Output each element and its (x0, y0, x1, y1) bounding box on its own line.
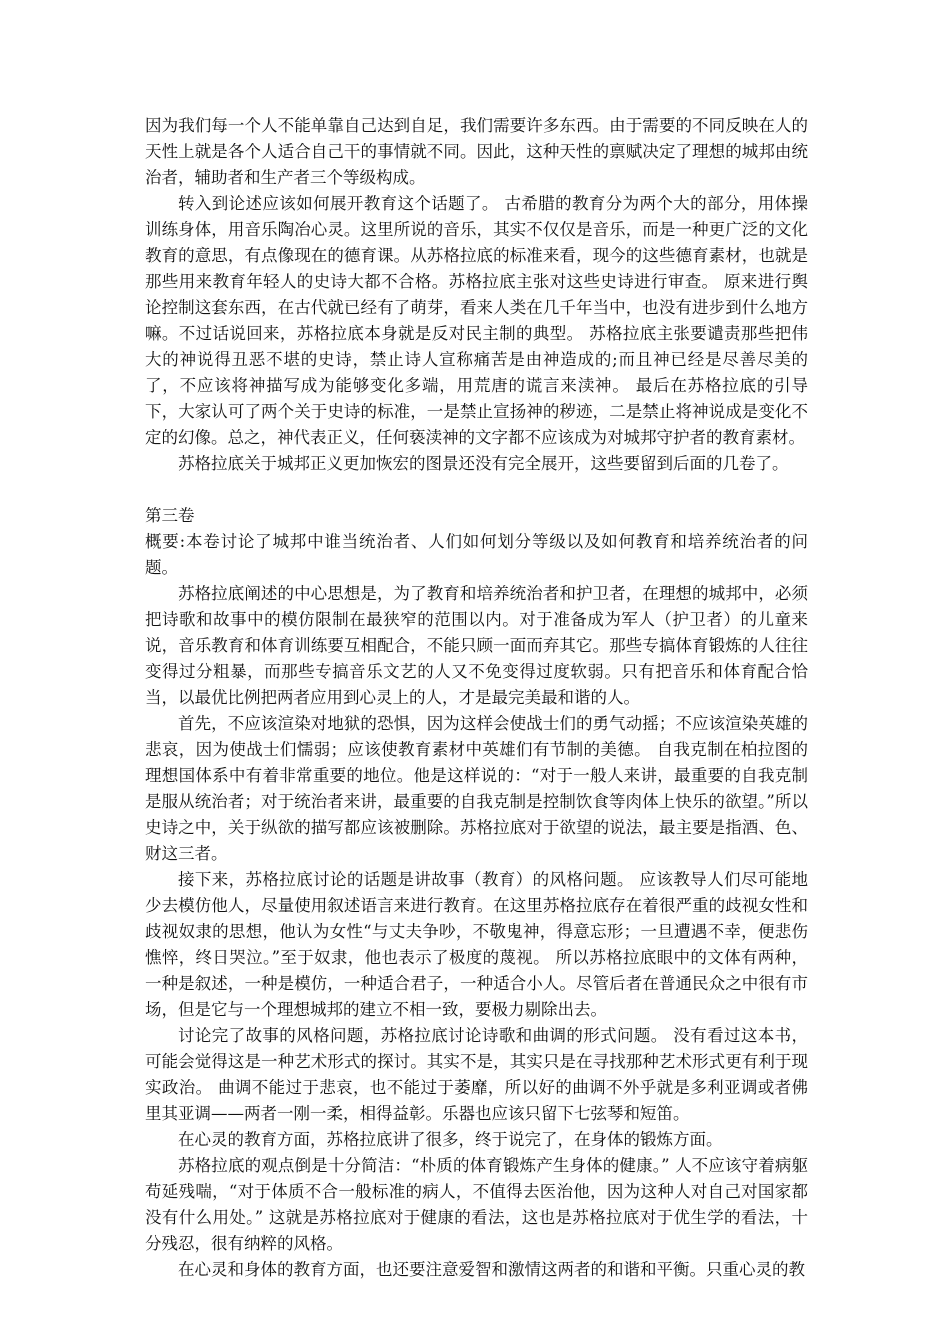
paragraph: 因为我们每一个人不能单靠自己达到自足，我们需要许多东西。由于需要的不同反映在人的天性上就是各个人适合自己干的事情就不同。因此，这种天性的禀赋决定了理想的城邦由统治者，辅助者和生产者三个等级构成。 (145, 116, 808, 187)
paragraph: 苏格拉底阐述的中心思想是，为了教育和培养统治者和护卫者，在理想的城邦中，必须把诗歌和故事中的模仿限制在最狭窄的范围以内。对于准备成为军人（护卫者）的儿童来说，音乐教育和体育训练要互相配合，不能只顾一面而弃其它。那些专搞体育锻炼的人往往变得过分粗暴，而那些专搞音乐文艺的人又不免变得过度软弱。只有把音乐和体育配合恰当，以最优比例把两者应用到心灵上的人，才是最完美最和谐的人。 (145, 584, 808, 707)
paragraph: 在心灵的教育方面，苏格拉底讲了很多，终于说完了，在身体的锻炼方面。 (178, 1130, 723, 1149)
spacer (145, 477, 808, 503)
paragraph: 首先，不应该渲染对地狱的恐惧，因为这样会使战士们的勇气动摇；不应该渲染英雄的悲哀，因为使战士们懦弱；应该使教育素材中英雄们有节制的美德。 自我克制在柏拉图的理想国体系中有着非常重要的地位。他是这样说的：“对于一般人来讲，最重要的自我克制是服从统治者；对于统治者来讲，最重要的自我克制是控制饮食等肉体上快乐的欲望。”所以史诗之中，关于纵欲的描写都应该被删除。苏格拉底对于欲望的说法，最主要是指酒、色、财这三者。 (145, 714, 808, 863)
section-summary: 概要:本卷讨论了城邦中谁当统治者、人们如何划分等级以及如何教育和培养统治者的问题。 (145, 532, 808, 577)
section-title: 第三卷 (145, 506, 195, 525)
paragraph: 苏格拉底关于城邦正义更加恢宏的图景还没有完全展开，这些要留到后面的几卷了。 (178, 454, 789, 473)
document-page (145, 113, 808, 1283)
paragraph: 苏格拉底的观点倒是十分简洁：“朴质的体育锻炼产生身体的健康。” 人不应该守着病躯苟延残喘，“对于体质不合一般标准的病人，不值得去医治他，因为这种人对自己对国家都没有什么用处。” 这就是苏格拉底对于健康的看法，这也是苏格拉底对于优生学的看法，十分残忍，很有纳粹的风格。 (145, 1156, 808, 1253)
paragraph: 讨论完了故事的风格问题，苏格拉底讨论诗歌和曲调的形式问题。 没有看过这本书，可能会觉得这是一种艺术形式的探讨。其实不是，其实只是在寻找那种艺术形式更有利于现实政治。 曲调不能过于悲哀，也不能过于萎靡，所以好的曲调不外乎就是多利亚调或者佛里其亚调——两者一刚一柔，相得益彰。乐器也应该只留下七弦琴和短笛。 (145, 1026, 808, 1123)
paragraph: 在心灵和身体的教育方面，也还要注意爱智和激情这两者的和谐和平衡。只重心灵的教 (178, 1260, 805, 1279)
paragraph: 接下来，苏格拉底讨论的话题是讲故事（教育）的风格问题。 应该教导人们尽可能地少去模仿他人，尽量使用叙述语言来进行教育。在这里苏格拉底存在着很严重的歧视女性和歧视奴隶的思想，他认为女性“与丈夫争吵，不敬鬼神，得意忘形；一旦遭遇不幸，便悲伤憔悴，终日哭泣。”至于奴隶，他也表示了极度的蔑视。 所以苏格拉底眼中的文体有两种，一种是叙述，一种是模仿，一种适合君子，一种适合小人。尽管后者在普通民众之中很有市场，但是它与一个理想城邦的建立不相一致，要极力剔除出去。 (145, 870, 808, 1019)
paragraph: 转入到论述应该如何展开教育这个话题了。 古希腊的教育分为两个大的部分，用体操训练身体，用音乐陶冶心灵。这里所说的音乐，其实不仅仅是音乐，而是一种更广泛的文化教育的意思，有点像现在的德育课。从苏格拉底的标准来看，现今的这些德育素材，也就是那些用来教育年轻人的史诗大都不合格。苏格拉底主张对这些史诗进行审查。 原来进行舆论控制这套东西，在古代就已经有了萌芽，看来人类在几千年当中，也没有进步到什么地方嘛。不过话说回来，苏格拉底本身就是反对民主制的典型。 苏格拉底主张要谴责那些把伟大的神说得丑恶不堪的史诗，禁止诗人宣称痛苦是由神造成的;而且神已经是尽善尽美的了，不应该将神描写成为能够变化多端，用荒唐的谎言来渎神。 最后在苏格拉底的引导下，大家认可了两个关于史诗的标准，一是禁止宣扬神的秽迹，二是禁止将神说成是变化不定的幻像。总之，神代表正义，任何亵渎神的文字都不应该成为对城邦守护者的教育素材。 (145, 194, 808, 447)
